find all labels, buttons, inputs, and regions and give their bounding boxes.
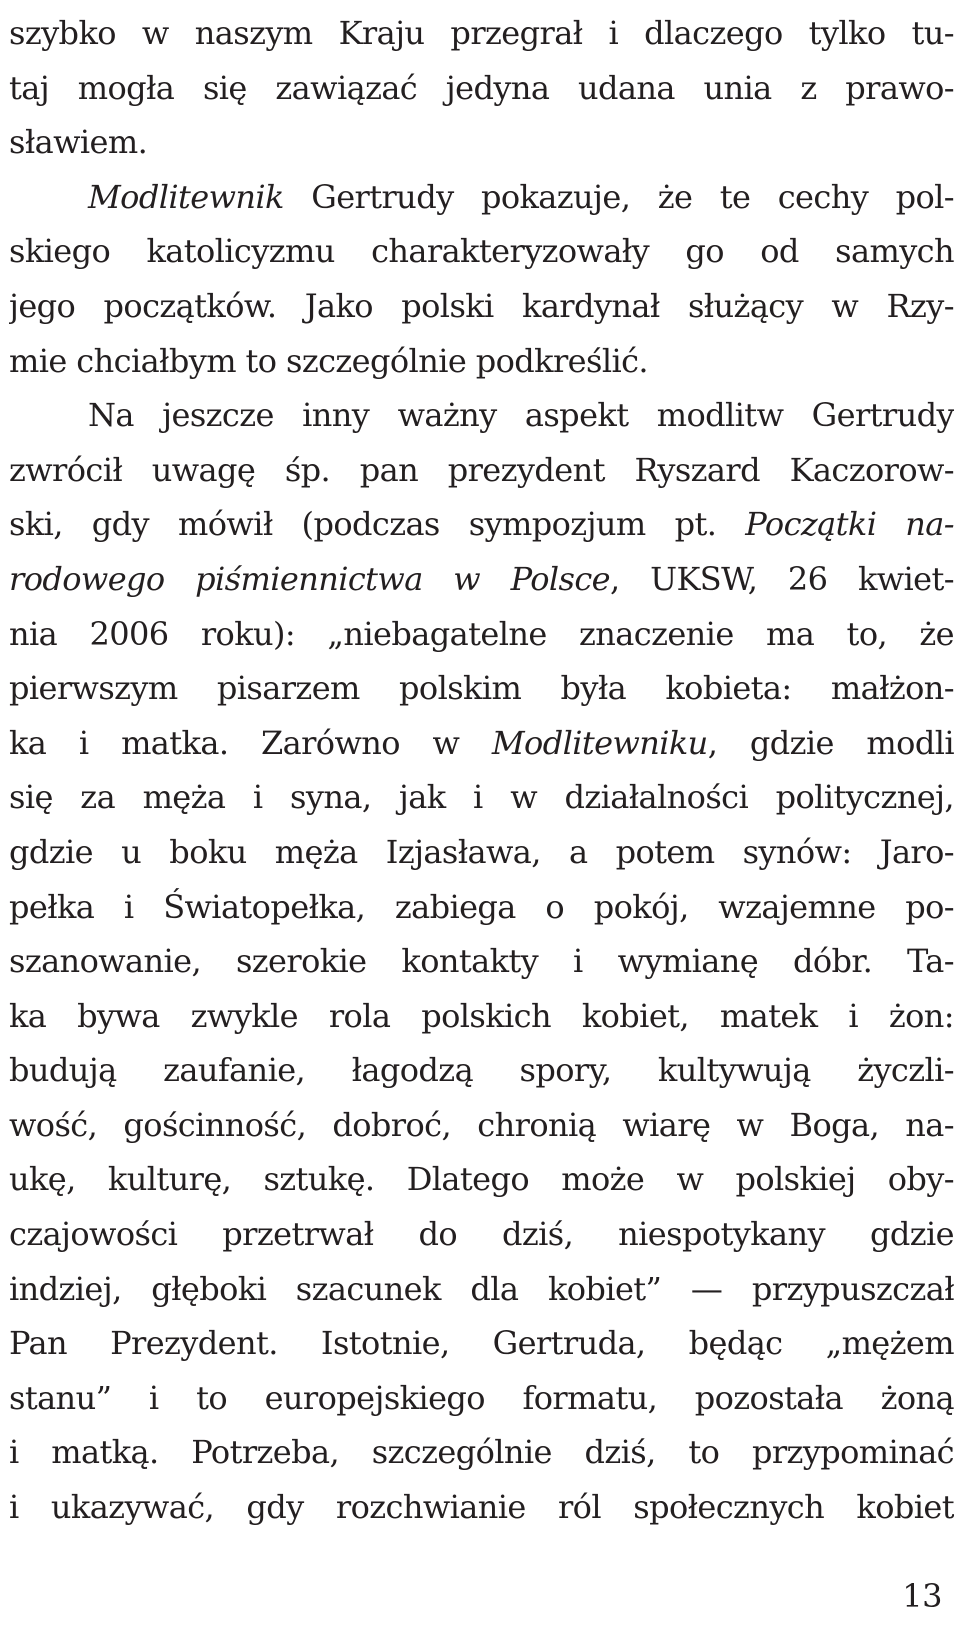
text-line: pełka i Światopełka, zabiega o pokój, wzajemne po- [9,887,954,926]
text-line: szybko w naszym Kraju przegrał i dlaczego tylko tu- [9,14,954,52]
text-line: czajowości przetrwał do dziś, niespotykany gdzie [9,1215,954,1254]
text-line: ski, gdy mówił (podczas sympozjum pt. Początki na- [9,505,954,544]
text-line: Na jeszcze inny ważny aspekt modlitw Gertrudy [88,396,954,435]
text-line: mie chciałbym to szczególnie podkreślić. [9,341,648,380]
text-line: budują zaufanie, łagodzą spory, kultywują życzli- [9,1051,954,1090]
body-text [9,6,954,1535]
text-line: rodowego piśmiennictwa w Polsce, UKSW, 26 kwiet- [9,559,954,598]
text-line: i matką. Potrzeba, szczególnie dziś, to przypominać [9,1433,954,1472]
text-line: ka bywa zwykle rola polskich kobiet, matek i żon: [9,996,954,1035]
text-line: gdzie u boku męża Izjasława, a potem synów: Jaro- [9,832,954,871]
text-line: Pan Prezydent. Istotnie, Gertruda, będąc „mężem [9,1324,954,1363]
text-line: wość, gościnność, dobroć, chronią wiarę w Boga, na- [9,1105,954,1144]
text-line: szanowanie, szerokie kontakty i wymianę dóbr. Ta- [9,942,954,981]
text-line: indziej, głęboki szacunek dla kobiet” — przypuszczał [9,1269,954,1308]
text-line: jego początków. Jako polski kardynał służący w Rzy- [9,286,954,325]
text-line: sławiem. [9,123,148,162]
text-line: zwrócił uwagę śp. pan prezydent Ryszard Kaczorow- [9,450,954,489]
text-line: i ukazywać, gdy rozchwianie ról społecznych kobiet [9,1488,954,1527]
text-line: skiego katolicyzmu charakteryzowały go od samych [9,232,954,271]
text-line: ukę, kulturę, sztukę. Dlatego może w polskiej oby- [9,1160,954,1199]
text-line: nia 2006 roku): „niebagatelne znaczenie ma to, że [9,614,954,653]
page-number: 13 [902,1577,942,1615]
text-line: Modlitewnik Gertrudy pokazuje, że te cechy pol- [88,177,954,216]
text-line: się za męża i syna, jak i w działalności politycznej, [9,778,954,817]
text-line: ka i matka. Zarówno w Modlitewniku, gdzie modli [9,723,954,762]
text-line: pierwszym pisarzem polskim była kobieta: małżon- [9,669,954,708]
text-line: stanu” i to europejskiego formatu, pozostała żoną [9,1378,954,1417]
text-line: taj mogła się zawiązać jedyna udana unia z prawo- [9,68,954,107]
